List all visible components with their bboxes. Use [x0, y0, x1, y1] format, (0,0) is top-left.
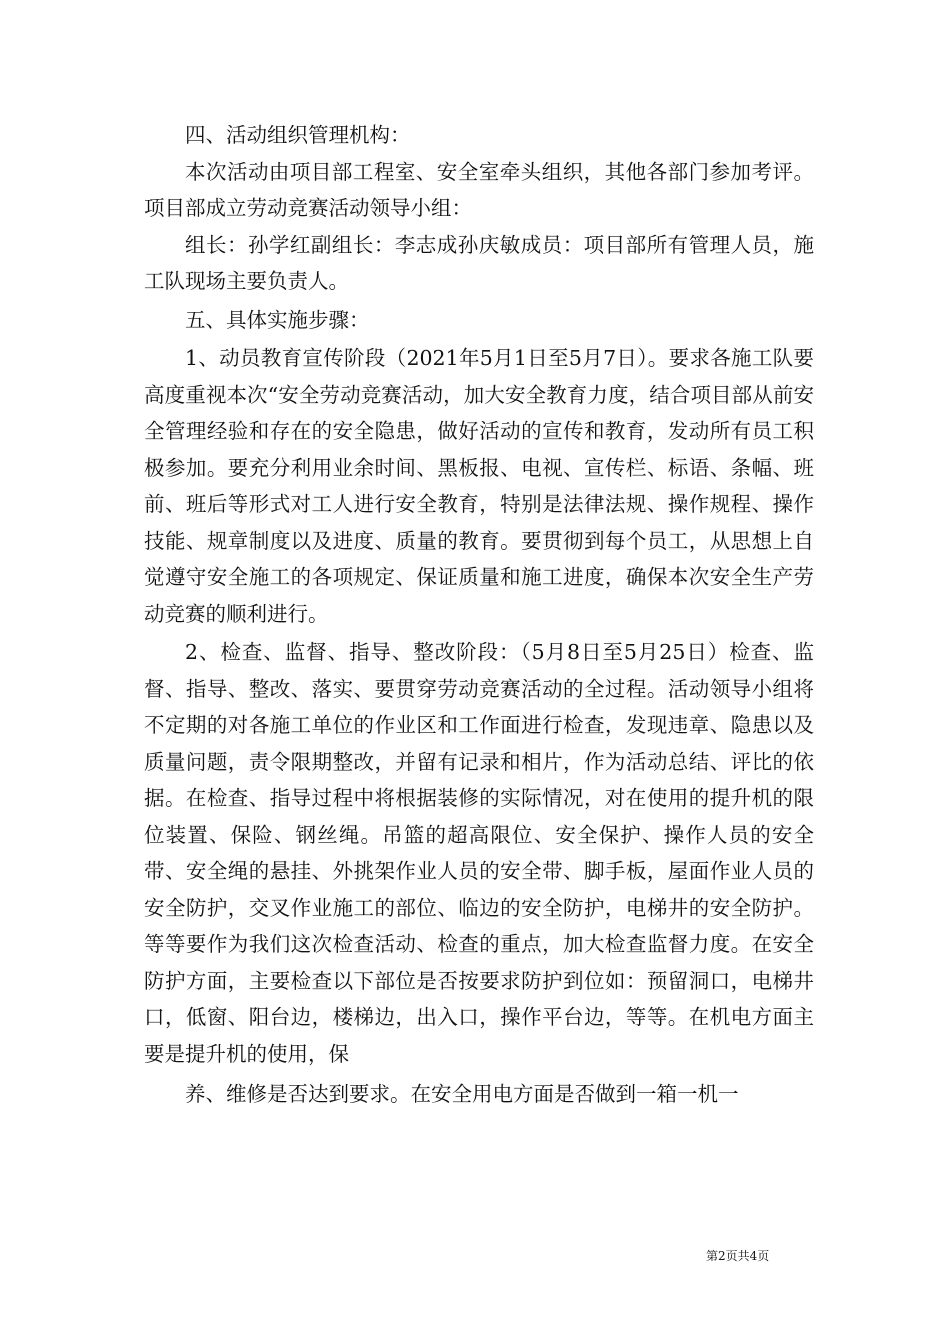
page-number: 第2页共4页 [706, 1249, 770, 1263]
document-body [144, 117, 814, 1113]
paragraph-continued: 养、维修是否达到要求。在安全用电方面是否做到一箱一机一 [185, 1082, 739, 1106]
section-heading-organization: 四、活动组织管理机构： [185, 123, 411, 147]
paragraph-leadership-group: 组长：孙学红副组长：李志成孙庆敏成员：项目部所有管理人员，施工队现场主要负责人。 [144, 232, 814, 293]
paragraph-step-inspection: 2、检查、监督、指导、整改阶段：（5月8日至5月25日）检查、监督、指导、整改、落实、要贯穿劳动竞赛活动的全过程。活动领导小组将不定期的对各施工单位的作业区和工作面进行检查，发现违章、隐患以及质量问题，责令限期整改，并留有记录和相片，作为活动总结、评比的依据。在检查、指导过程中将根据装修的实际情况，对在使用的提升机的限位装置、保险、钢丝绳。吊篮的超高限位、安全保护、操作人员的安全带、安全绳的悬挂、外挑架作业人员的安全带、脚手板，屋面作业人员的安全防护，交叉作业施工的部位、临边的安全防护，电梯井的安全防护。等等要作为我们这次检查活动、检查的重点，加大检查监督力度。在安全防护方面，主要检查以下部位是否按要求防护到位如：预留洞口，电梯井口，低窗、阳台边，楼梯边，出入口，操作平台边，等等。在机电方面主要是提升机的使用，保 [144, 640, 814, 1066]
paragraph-organization: 本次活动由项目部工程室、安全室牵头组织，其他各部门参加考评。项目部成立劳动竞赛活动领导小组： [144, 159, 814, 220]
section-heading-implementation: 五、具体实施步骤： [185, 307, 370, 332]
paragraph-step-mobilization: 1、动员教育宣传阶段（2021年5月1日至5月7日）。要求各施工队要高度重视本次“安全劳动竞赛活动，加大安全教育力度，结合项目部从前安全管理经验和存在的安全隐患，做好活动的宣传和教育，发动所有员工积极参加。要充分利用业余时间、黑板报、电视、宣传栏、标语、条幅、班前、班后等形式对工人进行安全教育，特别是法律法规、操作规程、操作技能、规章制度以及进度、质量的教育。要贯彻到每个员工，从思想上自觉遵守安全施工的各项规定、保证质量和施工进度，确保本次安全生产劳动竞赛的顺利进行。 [144, 346, 814, 626]
